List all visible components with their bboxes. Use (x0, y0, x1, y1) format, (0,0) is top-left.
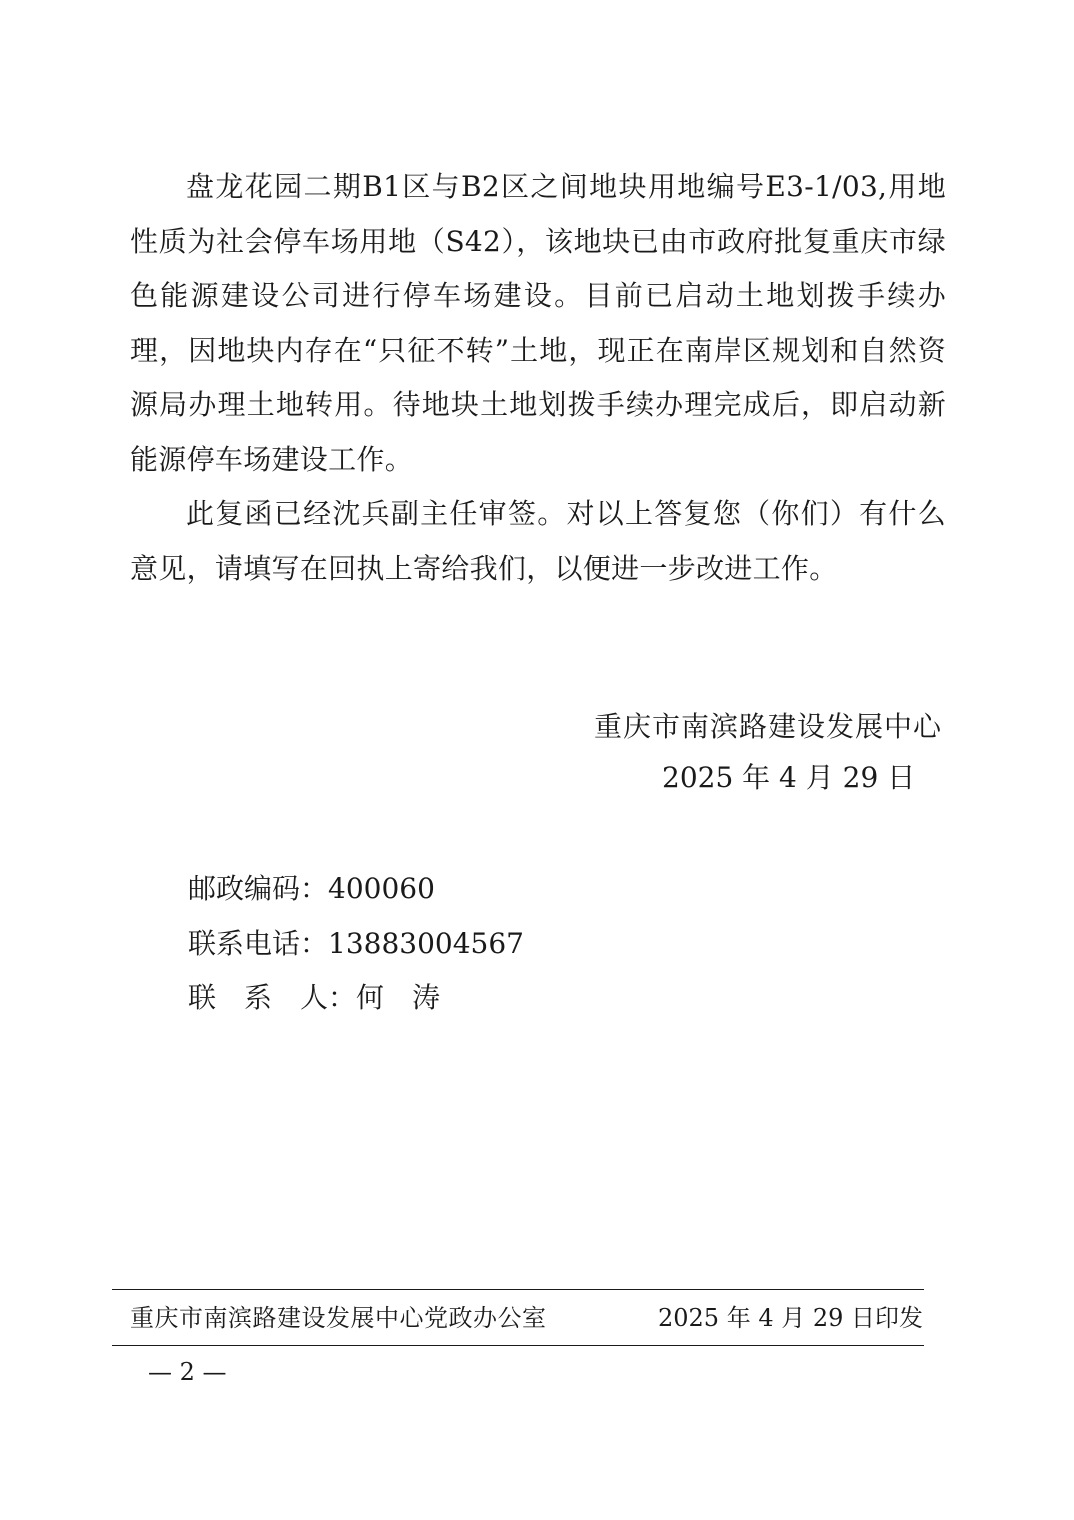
footer-divider-top (112, 1289, 924, 1290)
page-number: — 2 — (148, 1358, 227, 1386)
contact-person: 联 系 人：何 涛 (188, 981, 441, 1014)
contact-phone: 联系电话：13883004567 (188, 926, 524, 960)
footer-issue-date: 2025 年 4 月 29 日印发 (658, 1304, 924, 1332)
reply-letter-body (130, 160, 946, 596)
body-paragraph-2: 此复函已经沈兵副主任审签。对以上答复您（你们）有什么意见，请填写在回执上寄给我们，以便进一步改进工作。 (130, 497, 946, 585)
signature-date: 2025 年 4 月 29 日 (662, 761, 916, 794)
signature-organization: 重庆市南滨路建设发展中心 (594, 710, 943, 743)
postal-code: 邮政编码：400060 (188, 872, 435, 905)
contact-info (188, 862, 524, 1026)
body-paragraph-1: 盘龙花园二期B1区与B2区之间地块用地编号E3-1/03,用地性质为社会停车场用地（S42），该地块已由市政府批复重庆市绿色能源建设公司进行停车场建设。目前已启动土地划拨手续办理，因地块内存在“只征不转”土地，现正在南岸区规划和自然资源局办理土地转用。待地块土地划拨手续办理完成后，即启动新能源停车场建设工作。 (130, 170, 946, 476)
footer-divider-bottom (112, 1345, 924, 1346)
footer-issuing-office: 重庆市南滨路建设发展中心党政办公室 (130, 1304, 547, 1332)
